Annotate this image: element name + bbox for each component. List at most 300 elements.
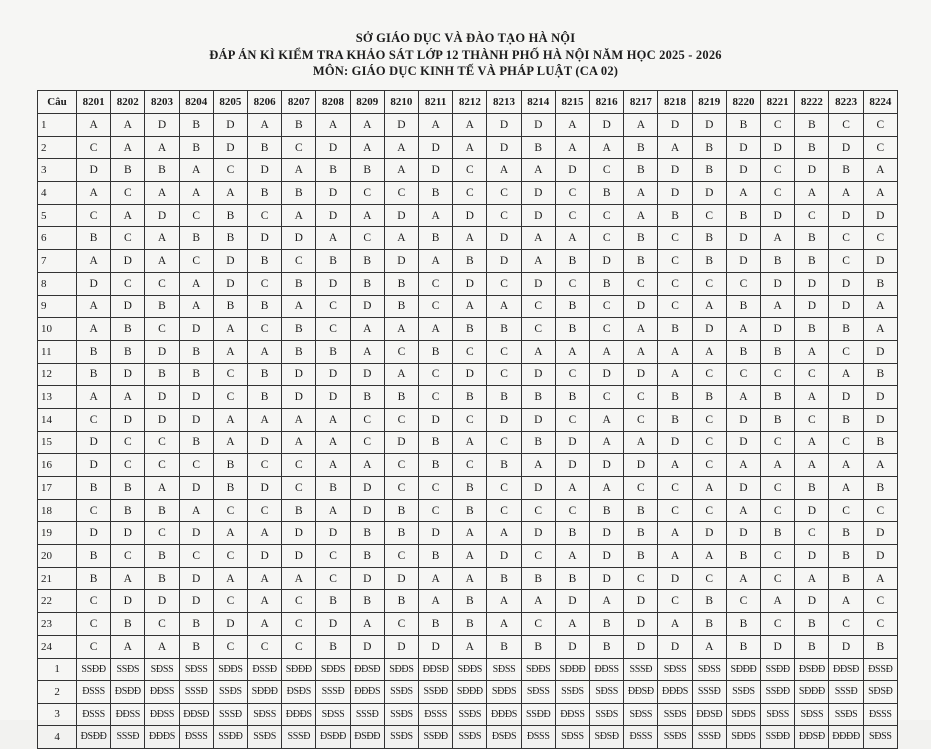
answer-cell: D	[384, 250, 418, 273]
answer-cell: B	[863, 635, 897, 658]
answer-cell: A	[726, 318, 760, 341]
answer-cell: SĐĐS	[726, 726, 760, 749]
answer-cell: B	[726, 545, 760, 568]
answer-cell: B	[829, 545, 863, 568]
answer-cell: B	[829, 159, 863, 182]
answer-cell: B	[419, 227, 453, 250]
answer-cell: A	[761, 227, 795, 250]
true-false-row	[38, 681, 898, 704]
answer-cell: A	[282, 204, 316, 227]
answer-cell: D	[213, 250, 247, 273]
document-header	[0, 30, 931, 80]
answer-cell: A	[555, 114, 589, 137]
answer-cell: B	[590, 272, 624, 295]
answer-cell: D	[555, 431, 589, 454]
answer-cell: A	[316, 454, 350, 477]
answer-cell: ĐĐSS	[555, 703, 589, 726]
answer-cell: D	[863, 386, 897, 409]
answer-table	[37, 90, 898, 749]
answer-cell: A	[248, 522, 282, 545]
answer-cell: C	[248, 204, 282, 227]
answer-cell: C	[384, 545, 418, 568]
answer-cell: C	[624, 408, 658, 431]
answer-cell: C	[829, 250, 863, 273]
answer-cell: ĐĐĐS	[350, 681, 384, 704]
answer-cell: B	[692, 590, 726, 613]
answer-cell: SĐSS	[795, 703, 829, 726]
answer-cell: D	[316, 613, 350, 636]
question-number: 2	[38, 136, 77, 159]
answer-cell: A	[316, 227, 350, 250]
exam-code-header: 8214	[521, 91, 555, 114]
answer-cell: B	[111, 499, 145, 522]
answer-cell: D	[453, 363, 487, 386]
answer-cell: A	[453, 545, 487, 568]
answer-cell: D	[487, 545, 521, 568]
exam-code-header: 8224	[863, 91, 897, 114]
answer-cell: SSĐS	[453, 726, 487, 749]
answer-cell: C	[179, 454, 213, 477]
answer-cell: B	[555, 295, 589, 318]
answer-cell: B	[213, 227, 247, 250]
answer-cell: B	[282, 318, 316, 341]
exam-code-header: 8221	[761, 91, 795, 114]
exam-code-header: 8205	[213, 91, 247, 114]
answer-cell: SSSĐ	[829, 681, 863, 704]
answer-cell: D	[350, 295, 384, 318]
answer-cell: D	[726, 159, 760, 182]
answer-cell: A	[863, 454, 897, 477]
answer-cell: B	[282, 340, 316, 363]
answer-cell: B	[555, 318, 589, 341]
exam-code-header: 8204	[179, 91, 213, 114]
answer-cell: D	[419, 635, 453, 658]
answer-cell: D	[624, 295, 658, 318]
answer-cell: A	[624, 431, 658, 454]
answer-cell: B	[453, 318, 487, 341]
answer-cell: A	[248, 340, 282, 363]
answer-cell: SSSĐ	[692, 726, 726, 749]
answer-cell: C	[282, 250, 316, 273]
answer-cell: B	[350, 590, 384, 613]
answer-cell: ĐĐSĐ	[795, 726, 829, 749]
answer-cell: A	[419, 318, 453, 341]
answer-cell: A	[863, 567, 897, 590]
answer-cell: A	[179, 159, 213, 182]
question-number: 17	[38, 477, 77, 500]
answer-cell: D	[77, 522, 111, 545]
answer-cell: A	[282, 408, 316, 431]
answer-cell: SĐSS	[658, 658, 692, 681]
answer-cell: B	[521, 386, 555, 409]
answer-cell: D	[111, 250, 145, 273]
question-number: 11	[38, 340, 77, 363]
answer-cell: D	[384, 114, 418, 137]
answer-cell: SSĐS	[726, 681, 760, 704]
answer-cell: B	[77, 477, 111, 500]
answer-cell: A	[453, 136, 487, 159]
answer-cell: D	[829, 272, 863, 295]
multiple-choice-row	[38, 295, 898, 318]
answer-cell: A	[248, 567, 282, 590]
answer-cell: SĐSS	[487, 658, 521, 681]
answer-cell: A	[111, 114, 145, 137]
answer-cell: B	[179, 136, 213, 159]
answer-cell: C	[761, 363, 795, 386]
answer-cell: C	[179, 204, 213, 227]
answer-cell: B	[213, 454, 247, 477]
answer-cell: C	[248, 499, 282, 522]
answer-cell: ĐĐĐS	[145, 726, 179, 749]
answer-cell: C	[624, 386, 658, 409]
answer-cell: B	[726, 635, 760, 658]
answer-cell: A	[829, 477, 863, 500]
multiple-choice-row	[38, 408, 898, 431]
answer-cell: B	[350, 386, 384, 409]
answer-cell: D	[419, 408, 453, 431]
answer-cell: D	[145, 340, 179, 363]
answer-cell: C	[419, 499, 453, 522]
answer-cell: D	[863, 408, 897, 431]
answer-cell: B	[726, 295, 760, 318]
answer-cell: B	[624, 545, 658, 568]
answer-cell: D	[316, 272, 350, 295]
answer-cell: D	[179, 590, 213, 613]
answer-cell: SĐĐĐ	[726, 658, 760, 681]
answer-cell: A	[350, 114, 384, 137]
question-number: 4	[38, 182, 77, 205]
answer-cell: ĐSSS	[863, 703, 897, 726]
answer-cell: D	[658, 114, 692, 137]
exam-code-header: 8220	[726, 91, 760, 114]
multiple-choice-row	[38, 590, 898, 613]
answer-cell: B	[145, 567, 179, 590]
multiple-choice-row	[38, 318, 898, 341]
answer-cell: C	[829, 613, 863, 636]
answer-cell: SĐSS	[761, 703, 795, 726]
answer-cell: SĐĐS	[384, 658, 418, 681]
answer-cell: B	[829, 567, 863, 590]
answer-cell: C	[350, 182, 384, 205]
answer-cell: A	[419, 204, 453, 227]
answer-cell: C	[761, 499, 795, 522]
answer-cell: A	[282, 431, 316, 454]
answer-cell: D	[487, 250, 521, 273]
answer-cell: SĐĐĐ	[453, 681, 487, 704]
answer-cell: SĐĐS	[453, 658, 487, 681]
answer-cell: A	[761, 590, 795, 613]
answer-cell: ĐĐSĐ	[419, 658, 453, 681]
answer-cell: C	[282, 454, 316, 477]
answer-cell: B	[179, 114, 213, 137]
answer-cell: A	[726, 182, 760, 205]
answer-cell: C	[692, 204, 726, 227]
answer-cell: B	[145, 295, 179, 318]
answer-cell: ĐĐSĐ	[350, 658, 384, 681]
answer-cell: A	[350, 340, 384, 363]
answer-cell: D	[761, 136, 795, 159]
answer-cell: SĐSĐ	[590, 726, 624, 749]
question-number: 3	[38, 159, 77, 182]
answer-cell: D	[829, 386, 863, 409]
answer-cell: A	[384, 363, 418, 386]
answer-cell: C	[419, 386, 453, 409]
answer-cell: A	[213, 182, 247, 205]
answer-cell: D	[726, 250, 760, 273]
answer-cell: A	[555, 227, 589, 250]
answer-cell: C	[555, 204, 589, 227]
answer-cell: A	[624, 114, 658, 137]
answer-cell: B	[282, 272, 316, 295]
answer-cell: A	[77, 250, 111, 273]
question-number: 21	[38, 567, 77, 590]
answer-cell: B	[145, 363, 179, 386]
question-number: 12	[38, 363, 77, 386]
answer-cell: A	[555, 545, 589, 568]
answer-cell: SĐSS	[590, 681, 624, 704]
answer-cell: C	[658, 272, 692, 295]
answer-cell: B	[384, 590, 418, 613]
answer-cell: D	[624, 635, 658, 658]
question-number: 13	[38, 386, 77, 409]
answer-cell: B	[384, 272, 418, 295]
answer-cell: C	[487, 340, 521, 363]
answer-cell: C	[761, 567, 795, 590]
answer-cell: A	[179, 272, 213, 295]
answer-cell: ĐĐĐĐ	[829, 726, 863, 749]
answer-cell: D	[350, 567, 384, 590]
answer-cell: ĐĐSS	[145, 681, 179, 704]
answer-cell: SSĐS	[590, 703, 624, 726]
answer-cell: ĐĐSS	[111, 703, 145, 726]
answer-cell: SSĐĐ	[761, 726, 795, 749]
answer-cell: C	[213, 635, 247, 658]
question-number: 10	[38, 318, 77, 341]
answer-cell: A	[77, 182, 111, 205]
answer-cell: A	[624, 204, 658, 227]
answer-cell: D	[145, 114, 179, 137]
question-number: 1	[38, 658, 77, 681]
answer-cell: ĐĐSĐ	[829, 658, 863, 681]
answer-cell: D	[726, 227, 760, 250]
answer-cell: D	[179, 477, 213, 500]
exam-code-header: 8217	[624, 91, 658, 114]
answer-cell: A	[829, 182, 863, 205]
answer-cell: B	[761, 522, 795, 545]
answer-cell: D	[282, 363, 316, 386]
answer-cell: A	[179, 182, 213, 205]
answer-cell: B	[248, 250, 282, 273]
answer-cell: B	[590, 182, 624, 205]
answer-cell: D	[658, 182, 692, 205]
answer-cell: B	[829, 318, 863, 341]
answer-cell: C	[453, 408, 487, 431]
answer-cell: A	[795, 567, 829, 590]
answer-cell: B	[692, 613, 726, 636]
answer-cell: C	[590, 204, 624, 227]
answer-cell: D	[521, 363, 555, 386]
answer-cell: ĐĐSS	[590, 658, 624, 681]
answer-cell: D	[111, 295, 145, 318]
answer-cell: A	[487, 522, 521, 545]
answer-cell: SSĐS	[384, 726, 418, 749]
answer-cell: D	[863, 204, 897, 227]
answer-cell: B	[77, 545, 111, 568]
answer-cell: ĐSĐS	[282, 681, 316, 704]
answer-cell: B	[795, 114, 829, 137]
answer-cell: D	[590, 545, 624, 568]
multiple-choice-row	[38, 545, 898, 568]
answer-cell: A	[350, 136, 384, 159]
question-number: 6	[38, 227, 77, 250]
answer-cell: D	[145, 590, 179, 613]
answer-cell: B	[795, 250, 829, 273]
exam-code-header: 8212	[453, 91, 487, 114]
answer-cell: D	[316, 386, 350, 409]
multiple-choice-row	[38, 136, 898, 159]
answer-cell: B	[521, 136, 555, 159]
answer-cell: C	[282, 590, 316, 613]
answer-cell: B	[282, 182, 316, 205]
answer-cell: SSĐĐ	[761, 658, 795, 681]
answer-cell: D	[761, 204, 795, 227]
answer-cell: C	[624, 477, 658, 500]
answer-cell: ĐSSS	[77, 703, 111, 726]
answer-cell: SSĐĐ	[419, 681, 453, 704]
exam-code-header: 8203	[145, 91, 179, 114]
answer-cell: A	[658, 545, 692, 568]
question-number: 18	[38, 499, 77, 522]
answer-cell: B	[179, 613, 213, 636]
answer-cell: C	[487, 272, 521, 295]
answer-cell: B	[829, 522, 863, 545]
answer-cell: A	[692, 635, 726, 658]
answer-cell: D	[692, 182, 726, 205]
answer-cell: B	[863, 431, 897, 454]
answer-cell: D	[692, 318, 726, 341]
answer-cell: A	[384, 227, 418, 250]
answer-cell: C	[590, 386, 624, 409]
answer-cell: C	[555, 408, 589, 431]
answer-cell: C	[590, 318, 624, 341]
answer-cell: C	[453, 182, 487, 205]
answer-cell: A	[316, 114, 350, 137]
answer-cell: SSĐĐ	[761, 681, 795, 704]
answer-cell: A	[726, 386, 760, 409]
answer-cell: B	[555, 567, 589, 590]
exam-code-header: 8219	[692, 91, 726, 114]
answer-cell: D	[692, 522, 726, 545]
answer-cell: A	[213, 340, 247, 363]
answer-cell: B	[350, 250, 384, 273]
answer-cell: A	[213, 431, 247, 454]
answer-cell: D	[111, 522, 145, 545]
answer-cell: C	[213, 499, 247, 522]
answer-cell: ĐSĐĐ	[350, 726, 384, 749]
exam-code-header: 8211	[419, 91, 453, 114]
true-false-row	[38, 703, 898, 726]
answer-cell: SĐĐĐ	[248, 681, 282, 704]
answer-cell: A	[863, 295, 897, 318]
answer-cell: D	[795, 545, 829, 568]
answer-cell: SSĐS	[384, 703, 418, 726]
answer-cell: D	[590, 567, 624, 590]
answer-cell: C	[248, 318, 282, 341]
answer-cell: D	[179, 408, 213, 431]
answer-cell: A	[453, 635, 487, 658]
answer-cell: C	[863, 613, 897, 636]
answer-cell: ĐSĐĐ	[316, 726, 350, 749]
answer-cell: C	[111, 272, 145, 295]
exam-code-header: 8218	[658, 91, 692, 114]
answer-cell: SĐSS	[863, 726, 897, 749]
answer-cell: D	[590, 363, 624, 386]
answer-cell: SSĐS	[111, 658, 145, 681]
answer-cell: D	[521, 272, 555, 295]
answer-cell: ĐSSS	[77, 681, 111, 704]
answer-cell: A	[111, 386, 145, 409]
answer-cell: C	[316, 545, 350, 568]
answer-cell: A	[692, 545, 726, 568]
answer-cell: D	[248, 545, 282, 568]
answer-cell: C	[555, 272, 589, 295]
answer-cell: SSSĐ	[316, 681, 350, 704]
answer-cell: B	[282, 499, 316, 522]
answer-cell: D	[213, 114, 247, 137]
answer-cell: B	[692, 250, 726, 273]
answer-cell: A	[590, 431, 624, 454]
answer-cell: A	[213, 567, 247, 590]
answer-cell: B	[316, 340, 350, 363]
answer-cell: A	[487, 295, 521, 318]
answer-cell: D	[350, 635, 384, 658]
answer-cell: C	[555, 182, 589, 205]
answer-cell: C	[384, 408, 418, 431]
answer-cell: B	[487, 454, 521, 477]
answer-cell: C	[761, 477, 795, 500]
answer-cell: SSĐS	[658, 726, 692, 749]
answer-cell: B	[521, 635, 555, 658]
answer-cell: ĐSĐĐ	[77, 726, 111, 749]
answer-cell: B	[248, 386, 282, 409]
answer-cell: D	[145, 386, 179, 409]
answer-cell: B	[590, 499, 624, 522]
question-header: Câu	[38, 91, 77, 114]
answer-cell: D	[384, 204, 418, 227]
answer-cell: D	[419, 136, 453, 159]
answer-cell: ĐĐSĐ	[624, 681, 658, 704]
multiple-choice-row	[38, 522, 898, 545]
multiple-choice-row	[38, 272, 898, 295]
answer-cell: ĐSĐS	[487, 726, 521, 749]
answer-cell: D	[487, 408, 521, 431]
answer-cell: SĐĐS	[487, 681, 521, 704]
answer-cell: D	[487, 227, 521, 250]
answer-cell: B	[692, 386, 726, 409]
answer-cell: A	[316, 499, 350, 522]
answer-cell: B	[77, 340, 111, 363]
answer-cell: A	[658, 340, 692, 363]
answer-cell: B	[350, 545, 384, 568]
answer-cell: D	[213, 272, 247, 295]
answer-cell: ĐSSS	[179, 726, 213, 749]
answer-cell: D	[316, 182, 350, 205]
answer-cell: A	[658, 136, 692, 159]
answer-cell: ĐSSS	[521, 726, 555, 749]
answer-cell: A	[521, 159, 555, 182]
answer-cell: SĐĐĐ	[795, 681, 829, 704]
answer-cell: B	[77, 567, 111, 590]
